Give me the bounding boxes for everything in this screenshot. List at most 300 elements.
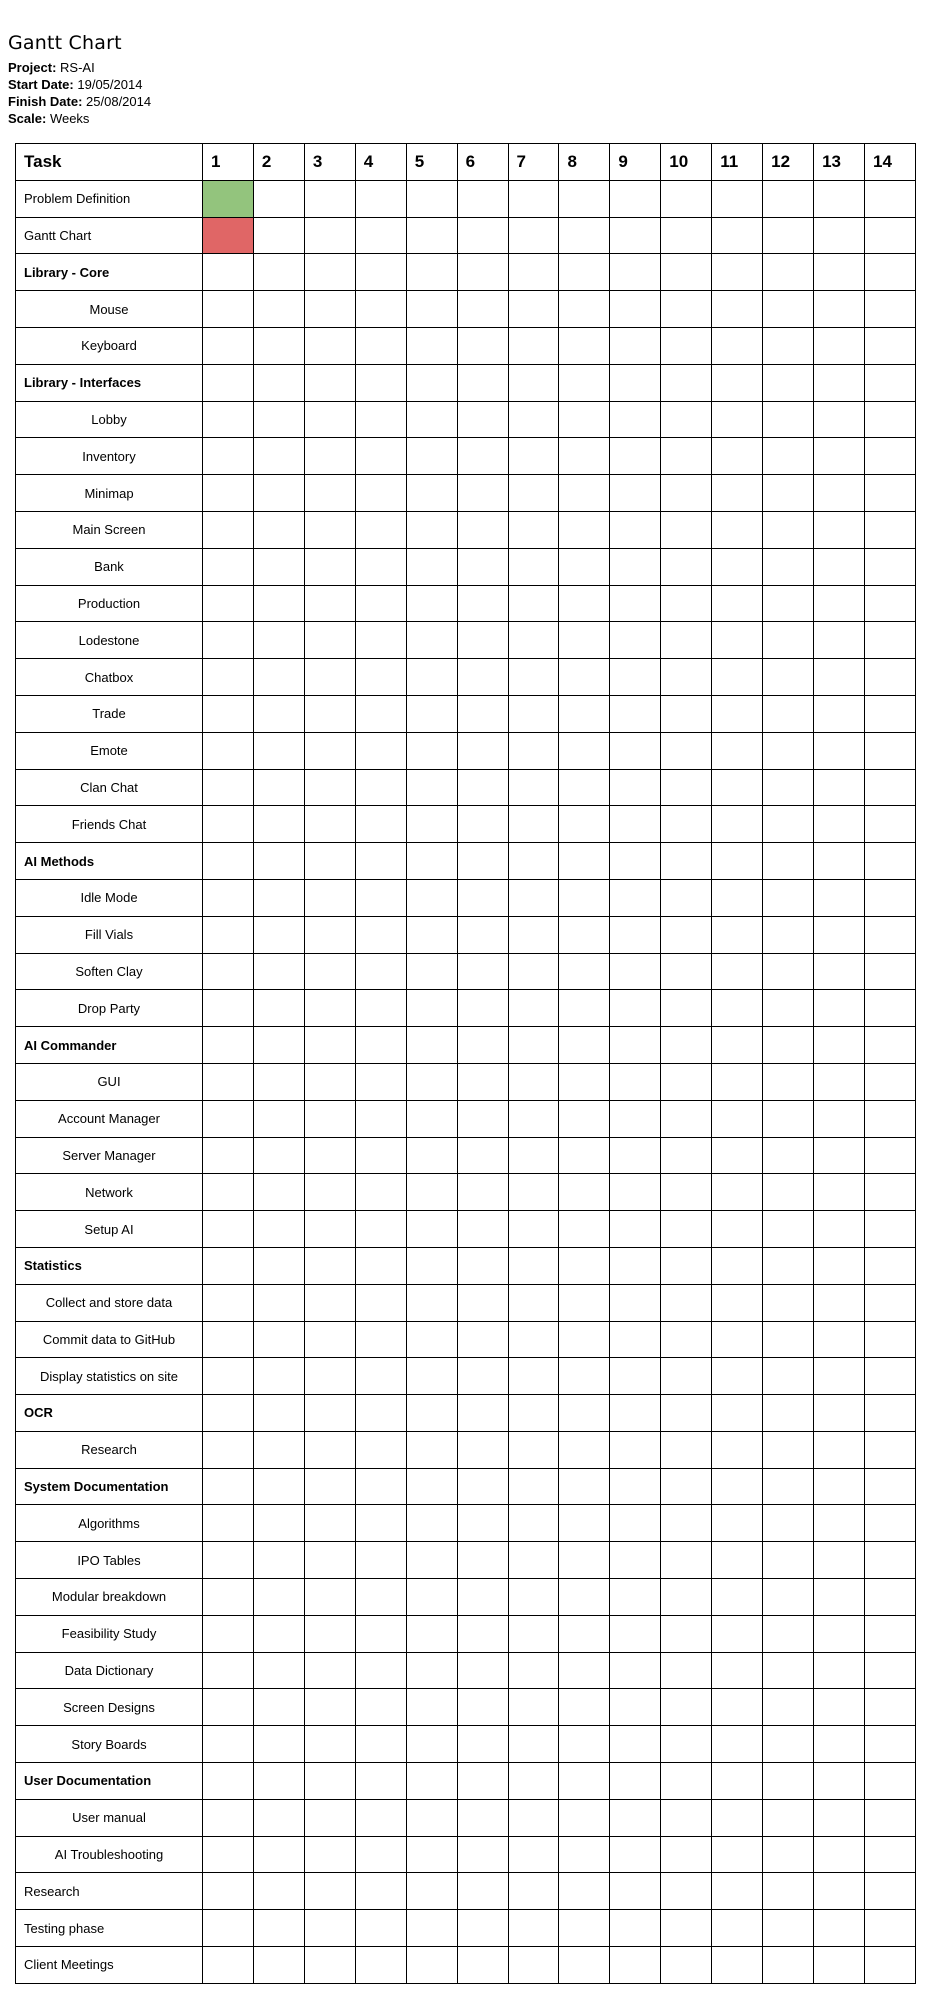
gantt-cell (406, 1615, 457, 1652)
gantt-cell (814, 1910, 865, 1947)
gantt-cell (253, 1063, 304, 1100)
gantt-cell (814, 1579, 865, 1616)
gantt-cell (610, 1284, 661, 1321)
gantt-cell (508, 1873, 559, 1910)
gantt-cell (864, 1174, 915, 1211)
gantt-cell (814, 1873, 865, 1910)
gantt-cell (406, 953, 457, 990)
gantt-cell (253, 695, 304, 732)
gantt-cell (203, 291, 254, 328)
gantt-cell (712, 1137, 763, 1174)
gantt-cell (610, 401, 661, 438)
gantt-cell (253, 806, 304, 843)
gantt-cell (304, 1468, 355, 1505)
gantt-cell (253, 217, 304, 254)
gantt-cell (508, 180, 559, 217)
gantt-cell (661, 1174, 712, 1211)
gantt-cell (610, 1211, 661, 1248)
gantt-cell (304, 1358, 355, 1395)
task-row (16, 732, 916, 769)
gantt-cell (559, 1542, 610, 1579)
gantt-cell (610, 1542, 661, 1579)
gantt-cell (864, 1395, 915, 1432)
gantt-cell (406, 585, 457, 622)
group-label: AI Methods (16, 843, 203, 880)
gantt-cell (406, 1321, 457, 1358)
gantt-cell (559, 1100, 610, 1137)
gantt-cell (559, 695, 610, 732)
gantt-cell (610, 806, 661, 843)
gantt-cell (457, 548, 508, 585)
gantt-cell (508, 1579, 559, 1616)
gantt-cell (355, 1799, 406, 1836)
gantt-cell (864, 1542, 915, 1579)
gantt-cell (864, 1763, 915, 1800)
gantt-cell (712, 732, 763, 769)
task-row (16, 217, 916, 254)
gantt-cell (661, 364, 712, 401)
gantt-cell (661, 1579, 712, 1616)
task-label: Server Manager (16, 1137, 203, 1174)
gantt-cell (763, 254, 814, 291)
gantt-cell (712, 1836, 763, 1873)
gantt-cell (203, 364, 254, 401)
gantt-cell (712, 1395, 763, 1432)
gantt-cell (203, 695, 254, 732)
gantt-cell (253, 659, 304, 696)
gantt-cell (559, 990, 610, 1027)
gantt-cell (406, 622, 457, 659)
task-row (16, 1542, 916, 1579)
task-label: Bank (16, 548, 203, 585)
gantt-cell (763, 1910, 814, 1947)
gantt-cell (661, 1615, 712, 1652)
gantt-cell (457, 401, 508, 438)
task-label: Friends Chat (16, 806, 203, 843)
group-row (16, 1395, 916, 1432)
gantt-cell (763, 1542, 814, 1579)
project-value: RS-AI (60, 60, 95, 75)
gantt-cell (355, 511, 406, 548)
gantt-cell (406, 659, 457, 696)
gantt-cell (253, 769, 304, 806)
gantt-cell (253, 1542, 304, 1579)
gantt-cell (763, 1689, 814, 1726)
gantt-cell (559, 843, 610, 880)
gantt-cell (661, 843, 712, 880)
gantt-cell (508, 1431, 559, 1468)
gantt-cell (355, 1468, 406, 1505)
task-label: User manual (16, 1799, 203, 1836)
gantt-cell (661, 1799, 712, 1836)
gantt-cell (508, 1358, 559, 1395)
gantt-cell (712, 1100, 763, 1137)
gantt-cell (406, 990, 457, 1027)
task-label: Trade (16, 695, 203, 732)
gantt-cell (864, 1358, 915, 1395)
finish-date-line (8, 93, 151, 110)
gantt-cell (406, 1873, 457, 1910)
gantt-cell (355, 1100, 406, 1137)
gantt-cell (814, 1100, 865, 1137)
task-row (16, 291, 916, 328)
gantt-cell (355, 1689, 406, 1726)
gantt-cell (610, 1579, 661, 1616)
gantt-cell (457, 327, 508, 364)
gantt-cell (864, 1027, 915, 1064)
gantt-cell (253, 1027, 304, 1064)
gantt-cell (253, 1321, 304, 1358)
gantt-cell (559, 732, 610, 769)
task-column-header: Task (16, 144, 203, 181)
gantt-cell (457, 475, 508, 512)
task-row (16, 475, 916, 512)
gantt-cell (508, 879, 559, 916)
week-header: 1 (203, 144, 254, 181)
gantt-bar-in-progress (203, 217, 254, 254)
gantt-cell (355, 916, 406, 953)
gantt-cell (457, 438, 508, 475)
task-label: Data Dictionary (16, 1652, 203, 1689)
gantt-cell (610, 1615, 661, 1652)
gantt-cell (203, 1947, 254, 1984)
gantt-cell (355, 1027, 406, 1064)
gantt-cell (406, 1947, 457, 1984)
gantt-cell (610, 1910, 661, 1947)
gantt-cell (406, 1910, 457, 1947)
gantt-cell (457, 1284, 508, 1321)
gantt-cell (203, 1358, 254, 1395)
group-label: Library - Interfaces (16, 364, 203, 401)
gantt-cell (457, 1211, 508, 1248)
gantt-cell (610, 438, 661, 475)
gantt-cell (355, 1137, 406, 1174)
gantt-cell (203, 843, 254, 880)
gantt-cell (712, 1947, 763, 1984)
gantt-cell (559, 1689, 610, 1726)
gantt-cell (355, 1947, 406, 1984)
task-row (16, 695, 916, 732)
gantt-cell (763, 1284, 814, 1321)
task-row (16, 1873, 916, 1910)
gantt-cell (559, 1137, 610, 1174)
gantt-cell (814, 1174, 865, 1211)
gantt-cell (508, 806, 559, 843)
gantt-cell (457, 622, 508, 659)
task-row (16, 1947, 916, 1984)
gantt-cell (355, 217, 406, 254)
gantt-cell (864, 1873, 915, 1910)
gantt-cell (253, 879, 304, 916)
gantt-cell (712, 1211, 763, 1248)
task-label: Screen Designs (16, 1689, 203, 1726)
gantt-cell (610, 1836, 661, 1873)
week-header: 14 (864, 144, 915, 181)
gantt-header-row (16, 144, 916, 181)
gantt-cell (355, 327, 406, 364)
gantt-cell (661, 1395, 712, 1432)
gantt-cell (763, 659, 814, 696)
gantt-cell (864, 990, 915, 1027)
scale-line (8, 110, 151, 127)
gantt-cell (203, 732, 254, 769)
gantt-table (15, 143, 916, 1984)
gantt-cell (559, 548, 610, 585)
gantt-cell (355, 291, 406, 328)
gantt-cell (559, 1431, 610, 1468)
task-row (16, 438, 916, 475)
task-label: Setup AI (16, 1211, 203, 1248)
gantt-cell (763, 585, 814, 622)
gantt-cell (712, 1431, 763, 1468)
gantt-cell (864, 1100, 915, 1137)
gantt-cell (763, 990, 814, 1027)
gantt-cell (610, 732, 661, 769)
gantt-cell (763, 1652, 814, 1689)
gantt-cell (355, 1395, 406, 1432)
gantt-cell (406, 1247, 457, 1284)
gantt-cell (864, 1063, 915, 1100)
gantt-cell (406, 1763, 457, 1800)
gantt-cell (355, 1505, 406, 1542)
gantt-cell (763, 438, 814, 475)
gantt-cell (763, 806, 814, 843)
gantt-cell (457, 916, 508, 953)
gantt-cell (763, 1615, 814, 1652)
gantt-cell (406, 401, 457, 438)
gantt-cell (559, 327, 610, 364)
gantt-cell (814, 254, 865, 291)
gantt-cell (610, 843, 661, 880)
gantt-cell (253, 1395, 304, 1432)
gantt-cell (355, 1910, 406, 1947)
gantt-cell (763, 1468, 814, 1505)
gantt-cell (763, 1836, 814, 1873)
week-header: 10 (661, 144, 712, 181)
gantt-cell (304, 548, 355, 585)
gantt-cell (763, 475, 814, 512)
gantt-cell (559, 180, 610, 217)
gantt-cell (203, 1799, 254, 1836)
gantt-cell (864, 1836, 915, 1873)
gantt-cell (203, 1395, 254, 1432)
gantt-cell (712, 843, 763, 880)
gantt-cell (661, 438, 712, 475)
gantt-cell (661, 291, 712, 328)
gantt-cell (661, 511, 712, 548)
gantt-bar-complete (203, 180, 254, 217)
gantt-cell (508, 953, 559, 990)
week-header: 7 (508, 144, 559, 181)
gantt-cell (763, 1063, 814, 1100)
gantt-cell (355, 180, 406, 217)
gantt-cell (406, 1689, 457, 1726)
gantt-cell (203, 1431, 254, 1468)
gantt-cell (406, 1652, 457, 1689)
gantt-cell (406, 732, 457, 769)
gantt-cell (661, 1542, 712, 1579)
gantt-cell (814, 1799, 865, 1836)
task-row (16, 1799, 916, 1836)
gantt-cell (864, 1615, 915, 1652)
gantt-cell (763, 1505, 814, 1542)
gantt-cell (661, 732, 712, 769)
gantt-cell (814, 695, 865, 732)
gantt-cell (508, 1174, 559, 1211)
gantt-cell (406, 1211, 457, 1248)
gantt-cell (253, 1174, 304, 1211)
week-header: 8 (559, 144, 610, 181)
gantt-cell (355, 438, 406, 475)
gantt-cell (712, 327, 763, 364)
gantt-cell (457, 1395, 508, 1432)
gantt-cell (712, 806, 763, 843)
gantt-cell (406, 217, 457, 254)
gantt-cell (864, 806, 915, 843)
gantt-cell (763, 364, 814, 401)
gantt-cell (559, 1652, 610, 1689)
gantt-cell (203, 1284, 254, 1321)
gantt-cell (661, 1873, 712, 1910)
gantt-cell (304, 1542, 355, 1579)
gantt-cell (661, 622, 712, 659)
week-header: 6 (457, 144, 508, 181)
gantt-cell (406, 1063, 457, 1100)
gantt-cell (864, 659, 915, 696)
gantt-cell (457, 1615, 508, 1652)
gantt-cell (559, 769, 610, 806)
task-row (16, 806, 916, 843)
gantt-cell (610, 1100, 661, 1137)
gantt-cell (457, 1505, 508, 1542)
gantt-cell (253, 1873, 304, 1910)
gantt-cell (457, 254, 508, 291)
gantt-cell (864, 1505, 915, 1542)
gantt-cell (661, 1431, 712, 1468)
gantt-cell (304, 879, 355, 916)
gantt-cell (457, 1726, 508, 1763)
gantt-cell (814, 1542, 865, 1579)
gantt-cell (457, 217, 508, 254)
gantt-cell (508, 401, 559, 438)
gantt-cell (253, 511, 304, 548)
gantt-cell (559, 1174, 610, 1211)
task-row (16, 1100, 916, 1137)
gantt-cell (763, 732, 814, 769)
gantt-cell (864, 364, 915, 401)
gantt-cell (253, 1726, 304, 1763)
gantt-cell (304, 1137, 355, 1174)
task-row (16, 511, 916, 548)
gantt-cell (712, 1873, 763, 1910)
gantt-cell (610, 291, 661, 328)
week-header: 4 (355, 144, 406, 181)
gantt-cell (253, 1247, 304, 1284)
gantt-cell (253, 438, 304, 475)
gantt-cell (406, 475, 457, 512)
gantt-cell (610, 990, 661, 1027)
task-row (16, 1321, 916, 1358)
gantt-cell (253, 622, 304, 659)
gantt-cell (712, 585, 763, 622)
task-row (16, 1505, 916, 1542)
gantt-cell (253, 1358, 304, 1395)
gantt-cell (763, 511, 814, 548)
task-row (16, 1652, 916, 1689)
gantt-cell (304, 1284, 355, 1321)
gantt-cell (253, 1947, 304, 1984)
gantt-cell (253, 1615, 304, 1652)
task-label: Network (16, 1174, 203, 1211)
gantt-cell (559, 1468, 610, 1505)
gantt-cell (610, 364, 661, 401)
gantt-cell (814, 879, 865, 916)
gantt-cell (559, 953, 610, 990)
gantt-cell (814, 843, 865, 880)
gantt-cell (304, 622, 355, 659)
group-label: OCR (16, 1395, 203, 1432)
gantt-cell (814, 1321, 865, 1358)
gantt-cell (406, 1027, 457, 1064)
group-row (16, 254, 916, 291)
gantt-cell (203, 1211, 254, 1248)
gantt-cell (559, 1247, 610, 1284)
page-title: Gantt Chart (8, 32, 122, 54)
gantt-cell (814, 511, 865, 548)
task-row (16, 990, 916, 1027)
gantt-cell (304, 401, 355, 438)
gantt-cell (508, 1137, 559, 1174)
gantt-cell (610, 1505, 661, 1542)
gantt-cell (355, 1652, 406, 1689)
gantt-cell (253, 1910, 304, 1947)
gantt-cell (661, 1836, 712, 1873)
gantt-cell (253, 843, 304, 880)
gantt-cell (304, 475, 355, 512)
gantt-cell (203, 1468, 254, 1505)
gantt-cell (763, 1321, 814, 1358)
gantt-cell (355, 879, 406, 916)
gantt-cell (712, 1505, 763, 1542)
gantt-cell (864, 548, 915, 585)
gantt-cell (864, 1211, 915, 1248)
gantt-cell (712, 1542, 763, 1579)
gantt-cell (508, 1063, 559, 1100)
gantt-cell (406, 1579, 457, 1616)
gantt-cell (304, 1247, 355, 1284)
gantt-cell (304, 1579, 355, 1616)
finish-date-label: Finish Date: (8, 94, 83, 109)
week-header: 2 (253, 144, 304, 181)
task-row (16, 1211, 916, 1248)
gantt-cell (253, 1284, 304, 1321)
gantt-cell (203, 990, 254, 1027)
gantt-cell (712, 659, 763, 696)
gantt-cell (406, 806, 457, 843)
group-label: Library - Core (16, 254, 203, 291)
gantt-cell (712, 1689, 763, 1726)
gantt-cell (253, 916, 304, 953)
gantt-cell (508, 1652, 559, 1689)
gantt-cell (559, 1321, 610, 1358)
gantt-cell (203, 1836, 254, 1873)
gantt-cell (253, 401, 304, 438)
gantt-cell (712, 1799, 763, 1836)
gantt-cell (814, 1652, 865, 1689)
gantt-cell (406, 1468, 457, 1505)
task-row (16, 180, 916, 217)
gantt-cell (304, 1873, 355, 1910)
